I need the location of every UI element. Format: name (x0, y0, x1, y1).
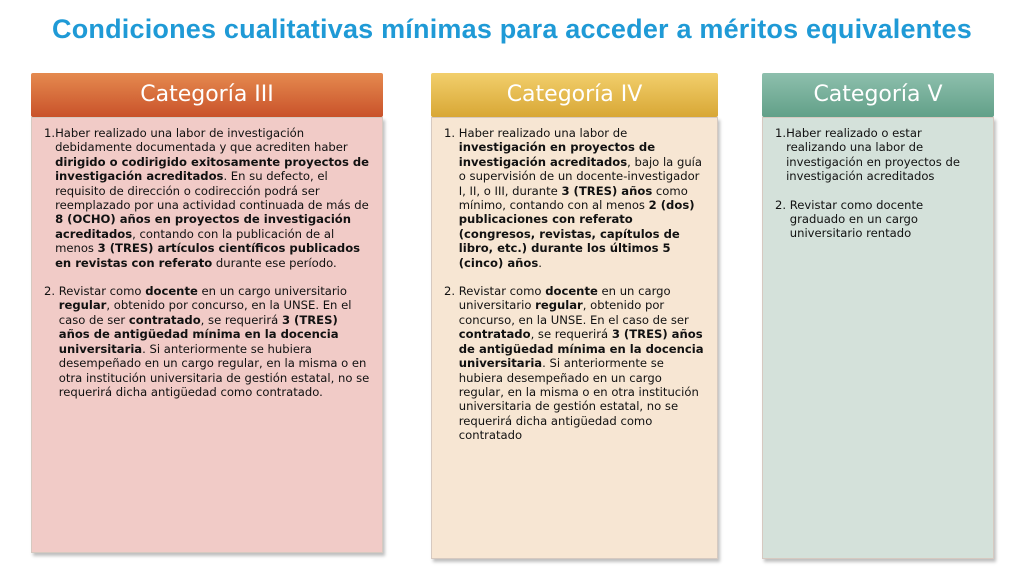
requirement-fragment: Haber realizado una labor de investigación debidamente documentada y que acrediten haber (55, 126, 348, 155)
requirement-fragment: , obtenido por concurso, en la UNSE. En el caso de ser (458, 298, 689, 327)
requirement-emphasis: regular (535, 298, 583, 313)
requirement-text (790, 198, 981, 241)
requirement-fragment: Haber realizado una labor de (458, 126, 628, 140)
requirement-item (444, 126, 705, 270)
requirement-emphasis: contratado (128, 312, 201, 327)
requirement-number: 1. (775, 126, 787, 140)
requirement-number: 2. (444, 284, 459, 299)
requirement-fragment: en un cargo universitario (197, 284, 347, 299)
requirement-emphasis: dirigido o codirigido exitosamente proyectos de investigación acreditados (55, 154, 370, 184)
requirement-fragment: . Si anteriormente se hubiera desempeñado en un cargo regular, en la misma o en otra institución universitaria de gestión estatal, no se requerirá dicha antigüedad como contratado. (58, 341, 370, 399)
requirement-fragment: , contando con la publicación de al menos (55, 226, 335, 256)
category-iii-body (31, 117, 383, 553)
requirement-item (44, 284, 370, 399)
slide-title: Condiciones cualitativas mínimas para acceder a méritos equivalentes (52, 14, 972, 44)
requirement-emphasis: 3 (TRES) años de antigüedad mínima en la docencia universitaria (458, 327, 704, 371)
requirement-text (59, 284, 370, 399)
requirement-emphasis: docente (145, 284, 198, 299)
requirement-emphasis: 8 (OCHO) años en proyectos de investigación acreditados (55, 212, 352, 241)
requirement-fragment: , se requerirá (530, 327, 612, 342)
requirement-fragment: en un cargo universitario (458, 284, 671, 313)
requirement-emphasis: contratado (458, 327, 531, 342)
requirement-fragment: Haber realizado o estar realizando una labor de investigación en proyectos de investigación acreditados (786, 126, 960, 184)
category-iii-header: Categoría III (31, 73, 383, 117)
requirement-fragment: Revistar como (458, 284, 546, 299)
requirement-fragment: Revistar como docente graduado en un cargo universitario rentado (789, 197, 924, 241)
category-v-header: Categoría V (762, 73, 994, 117)
requirement-emphasis: investigación en proyectos de investigación acreditados (458, 140, 656, 169)
requirement-text (55, 126, 370, 270)
requirement-item (444, 284, 705, 442)
requirement-item (44, 126, 370, 270)
requirement-number: 2. (44, 284, 59, 299)
category-iv-header: Categoría IV (431, 73, 718, 117)
requirement-number: 1. (44, 126, 56, 140)
requirement-number: 1. (444, 126, 459, 140)
requirement-fragment: , se requerirá (200, 312, 282, 327)
requirement-text (786, 126, 981, 184)
requirement-fragment: , obtenido por concurso, en la UNSE. En el caso de ser (58, 298, 352, 327)
requirement-emphasis: 3 (TRES) años de antigüedad mínima en la docencia universitaria (58, 312, 339, 356)
requirement-text (459, 284, 705, 442)
category-iv-panel (431, 73, 718, 559)
requirement-item (775, 126, 981, 184)
requirement-fragment: , bajo la guía o supervisión de un docente-investigador I, II, o III, durante (458, 154, 703, 198)
requirement-fragment: . En su defecto, el requisito de dirección o codirección podrá ser reemplazado por una actividad continuada de más de (55, 169, 369, 213)
requirement-emphasis: 3 (TRES) años (561, 183, 653, 198)
category-v-body (762, 117, 994, 559)
requirement-emphasis: regular (58, 298, 107, 313)
requirement-item (775, 198, 981, 241)
requirement-emphasis: docente (545, 284, 598, 299)
requirement-emphasis: 2 (dos) publicaciones con referato (congresos, revistas, capítulos de libro, etc.) durante los últimos 5 (cinco) años (458, 198, 695, 270)
category-iii-panel (31, 73, 383, 553)
requirement-fragment: . (538, 255, 542, 270)
requirement-emphasis: 3 (TRES) artículos científicos publicados en revistas con referato (55, 241, 361, 270)
requirement-fragment: como mínimo, contando con al menos (458, 183, 688, 213)
category-iv-body (431, 117, 718, 559)
requirement-fragment: . Si anteriormente se hubiera desempeñado en un cargo regular, en la misma o en otra institución universitaria de gestión estatal, no se requerirá dicha antigüedad como contratado (458, 356, 699, 443)
requirement-fragment: durante ese período. (212, 255, 337, 270)
category-v-panel (762, 73, 994, 559)
requirement-fragment: Revistar como (58, 284, 146, 299)
requirement-number: 2. (775, 197, 790, 212)
requirement-text (459, 126, 705, 270)
